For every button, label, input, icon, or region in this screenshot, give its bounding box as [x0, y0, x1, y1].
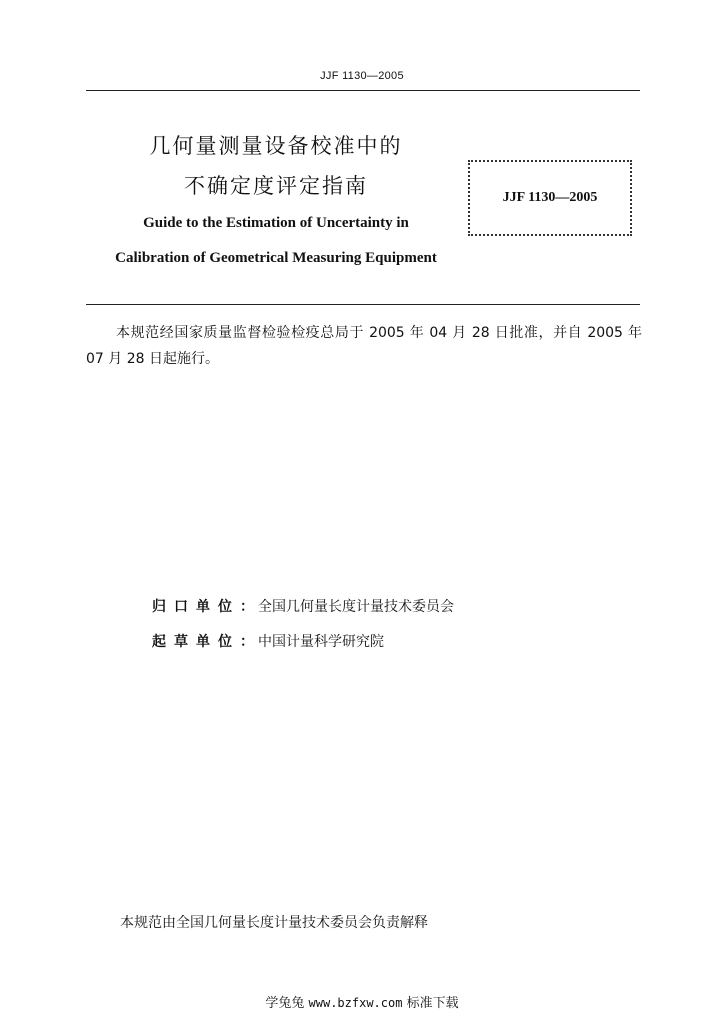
title-english-line-1: Guide to the Estimation of Uncertainty in: [143, 215, 409, 231]
responsible-unit-row: [152, 596, 454, 616]
standard-code-box: [468, 160, 632, 236]
title-chinese-line-1: 几何量测量设备校准中的: [149, 134, 403, 158]
watermark-url[interactable]: www.bzfxw.com: [308, 996, 403, 1010]
header-rule: [86, 90, 640, 91]
header-standard-code: JJF 1130—2005: [320, 70, 404, 82]
drafting-unit-value: 中国计量科学研究院: [258, 634, 384, 650]
drafting-unit-row: [152, 631, 384, 651]
title-section-rule: [86, 304, 640, 305]
approval-statement: 本规范经国家质量监督检验检疫总局于 2005 年 04 月 28 日批准，并自 2005 年 07 月 28 日起施行。: [86, 325, 642, 367]
watermark-tagline: 标准下载: [406, 996, 459, 1011]
watermark-footer: [0, 992, 724, 1011]
responsible-unit-value: 全国几何量长度计量技术委员会: [258, 599, 454, 615]
responsible-unit-label: 归口单位：: [152, 599, 262, 615]
drafting-unit-label: 起草单位：: [152, 634, 262, 650]
interpretation-note: 本规范由全国几何量长度计量技术委员会负责解释: [120, 915, 428, 931]
standard-code-box-text: JJF 1130—2005: [502, 190, 598, 205]
title-english-line-2: Calibration of Geometrical Measuring Equipment: [115, 250, 437, 266]
title-chinese-line-2: 不确定度评定指南: [184, 174, 368, 198]
watermark-site-name: 学兔兔: [265, 996, 305, 1011]
